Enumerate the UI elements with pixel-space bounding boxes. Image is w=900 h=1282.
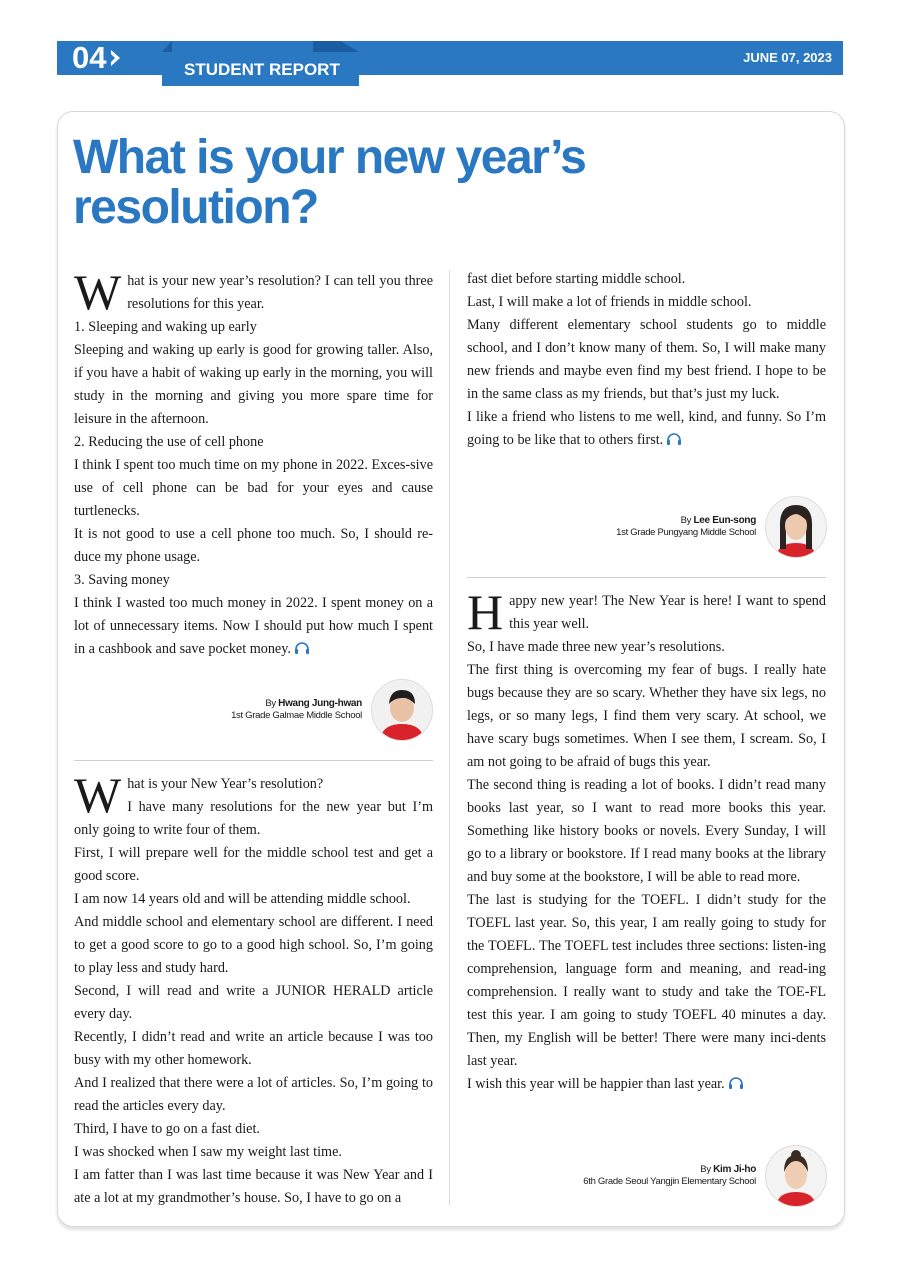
paragraph-text: I have many resolutions for the new year but I’m only going to write four of them. bbox=[74, 799, 433, 838]
article-paragraph bbox=[74, 767, 433, 842]
section-divider bbox=[74, 760, 433, 761]
article-paragraph: First, I will prepare well for the middle school test and get a good score. bbox=[74, 845, 433, 884]
tab-shade-left bbox=[162, 41, 172, 52]
article-paragraph: I think I spent too much time on my phone in 2022. Exces-sive use of cell phone can be bad for your eyes and cause turtlenecks. bbox=[74, 457, 433, 519]
author-name bbox=[231, 698, 362, 710]
paragraph-text: I like a friend who listens to me well, kind, and funny. So I’m going to be like that to others first. bbox=[467, 409, 826, 448]
article-paragraph: So, I have made three new year’s resolutions. bbox=[467, 639, 725, 655]
paragraph-text: I think I wasted too much money in 2022. I spent money on a lot of unnecessary items. Now I should put how much I spent in a cashbook and save pocket money. bbox=[74, 595, 433, 657]
article-paragraph: And middle school and elementary school are different. I need to get a good score to go to a good high school. So, I’m going to play less and study hard. bbox=[74, 914, 433, 976]
author-name-text: Lee Eun-song bbox=[693, 515, 756, 526]
byline-hwang bbox=[231, 698, 362, 722]
author-name bbox=[583, 1164, 756, 1176]
article-paragraph: Recently, I didn’t read and write an article because I was too busy with my other homework. bbox=[74, 1029, 433, 1068]
portrait-image bbox=[372, 680, 432, 740]
byline-prefix: By bbox=[700, 1164, 711, 1175]
headphones-icon bbox=[728, 1077, 744, 1089]
article-paragraph: 2. Reducing the use of cell phone bbox=[74, 434, 264, 450]
article-paragraph: The second thing is reading a lot of books. I didn’t read many books last year, so I want to read more books this year. Something like history books or novels. Every Sunday, I will go to a library or bookstore. If I read many books at the library and buy some at the bookstore, I will be able to read more. bbox=[467, 777, 826, 885]
section-title: STUDENT REPORT bbox=[184, 60, 340, 79]
paragraph-text: hat is your New Year’s resolution? bbox=[127, 776, 324, 792]
author-school: 6th Grade Seoul Yangjin Elementary School bbox=[583, 1176, 756, 1187]
avatar bbox=[371, 679, 433, 741]
article-kim bbox=[467, 584, 826, 1096]
drop-cap: W bbox=[74, 264, 122, 320]
author-school: 1st Grade Pungyang Middle School bbox=[616, 527, 756, 538]
author-name bbox=[616, 515, 756, 527]
article-paragraph: Sleeping and waking up early is good for growing taller. Also, if you have a habit of waking up early in the morning, you will study in the morning and giving you more spare time for leisure in the afternoon. bbox=[74, 342, 433, 427]
author-name-text: Hwang Jung-hwan bbox=[278, 698, 362, 709]
article-paragraph: And I realized that there were a lot of articles. So, I’m going to read the articles every day. bbox=[74, 1075, 433, 1114]
article-paragraph bbox=[467, 584, 826, 640]
paragraph-text: I wish this year will be happier than last year. bbox=[467, 1076, 725, 1092]
author-school: 1st Grade Galmae Middle School bbox=[231, 710, 362, 721]
article-paragraph bbox=[74, 264, 433, 320]
section-divider bbox=[467, 577, 826, 578]
paragraph-text: hat is your new year’s resolution? I can tell you three resolutions for this year. bbox=[127, 273, 433, 312]
article-paragraph bbox=[467, 406, 826, 452]
article-paragraph: 1. Sleeping and waking up early bbox=[74, 319, 257, 335]
article-paragraph: Last, I will make a lot of friends in middle school. bbox=[467, 294, 752, 310]
page-title: What is your new year’s resolution? bbox=[73, 131, 586, 234]
article-paragraph: Second, I will read and write a JUNIOR HERALD article every day. bbox=[74, 983, 433, 1022]
issue-date: JUNE 07, 2023 bbox=[743, 50, 832, 65]
chevron-notch bbox=[111, 54, 115, 62]
avatar bbox=[765, 496, 827, 558]
byline-lee bbox=[616, 515, 756, 539]
article-paragraph: Many different elementary school students go to middle school, and I don’t know many of them. So, I will make many new friends and maybe even find my best friend. I hope to be in the same class as my friends, but that’s just my luck. bbox=[467, 317, 826, 402]
article-hwang bbox=[74, 264, 433, 661]
portrait-image bbox=[766, 1146, 826, 1206]
byline-prefix: By bbox=[265, 698, 276, 709]
article-paragraph: I am fatter than I was last time because it was New Year and I ate a lot at my grandmother’s house. So, I have to go on a bbox=[74, 1167, 433, 1206]
article-paragraph: The last is studying for the TOEFL. I didn’t study for the TOEFL last year. So, this year, I am really going to study for the TOEFL. The TOEFL test includes three sections: listen-ing comprehension, language form and meaning, and read-ing comprehension. I really want to study and take the TOE-FL test this year. I am going to study TOEFL 40 minutes a day. Then, my English will be better! There were many inci-dents last year. bbox=[467, 892, 826, 1069]
paragraph-text: appy new year! The New Year is here! I want to spend this year well. bbox=[509, 593, 826, 632]
article-paragraph: It is not good to use a cell phone too much. So, I should re-duce my phone usage. bbox=[74, 526, 433, 565]
article-paragraph: fast diet before starting middle school. bbox=[467, 271, 686, 287]
byline-kim bbox=[583, 1164, 756, 1188]
drop-cap: H bbox=[467, 584, 504, 640]
article-paragraph: The first thing is overcoming my fear of bugs. I really hate bugs because they are so scary. Whether they have six legs, no legs, or so many legs, I find them very scary. At school, we have scary bugs sometimes. When I see them, I scream. So, I am not going to be afraid of bugs this year. bbox=[467, 662, 826, 770]
drop-cap: W bbox=[74, 767, 122, 823]
avatar bbox=[765, 1145, 827, 1207]
headphones-icon bbox=[666, 433, 682, 445]
portrait-image bbox=[766, 497, 826, 557]
headphones-icon bbox=[294, 642, 310, 654]
article-lee-part1 bbox=[74, 767, 433, 1210]
column-divider bbox=[449, 270, 450, 1205]
byline-prefix: By bbox=[680, 515, 692, 526]
article-paragraph bbox=[467, 1073, 826, 1096]
article-paragraph: 3. Saving money bbox=[74, 572, 170, 588]
article-paragraph: I was shocked when I saw my weight last time. bbox=[74, 1144, 342, 1160]
page-number: 04 bbox=[72, 40, 107, 75]
author-name-text: Kim Ji-ho bbox=[713, 1164, 756, 1175]
article-paragraph: Third, I have to go on a fast diet. bbox=[74, 1121, 260, 1137]
article-paragraph bbox=[74, 592, 433, 661]
article-lee-part2 bbox=[467, 268, 826, 452]
article-paragraph: I am now 14 years old and will be attending middle school. bbox=[74, 891, 411, 907]
